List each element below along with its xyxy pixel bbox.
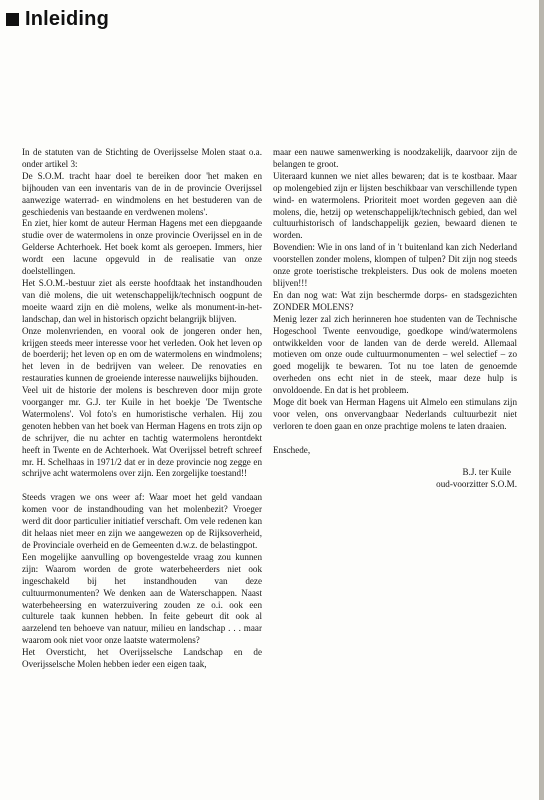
signature-role: oud-voorzitter S.O.M. bbox=[436, 478, 517, 489]
signature-name: B.J. ter Kuile bbox=[462, 466, 511, 477]
heading bbox=[6, 8, 109, 31]
paragraph: Onze molenvrienden, en vooral ook de jongeren onder hen, krijgen steeds meer interesse voor het verleden. Ook het leven op de boerderij; het leven op en om de watermolens en windmolens; het leven in de bedrijven van weleer. De renovaties en restauraties kunnen de groeiende interesse nauwelijks bijhouden. bbox=[22, 325, 262, 384]
paragraph: Het S.O.M.-bestuur ziet als eerste hoofdtaak het instandhouden van diè molens, die uit wetenschappelijk/technisch oogpunt de moeite waard zijn en diè molens, welke als monument-in-het-landschap, dan wel in historisch opzicht belangrijk blijven. bbox=[22, 277, 262, 324]
paragraph: En dan nog wat: Wat zijn beschermde dorps- en stadsgezichten ZONDER MOLENS? bbox=[273, 289, 517, 312]
paragraph: Moge dit boek van Herman Hagens uit Almelo een stimulans zijn voor velen, ons onvervangbaar Nederlands cultuurbezit niet verloren te doen gaan en onze prachtige molens te laten draaien. bbox=[273, 397, 517, 431]
paragraph: De S.O.M. tracht haar doel te bereiken door 'het maken en bijhouden van een inventaris van de in de provincie Overijssel aanwezige waterrad- en windmolens en het bestuderen van de geschiedenis van bestaande en verdwenen molens'. bbox=[22, 170, 262, 217]
paragraph-gap bbox=[273, 457, 517, 467]
paragraph: Menig lezer zal zich herinneren hoe studenten van de Technische Hogeschool Twente eenvoudige, goedkope wind/watermolens ontwikkelden voor de landen van de derde wereld. Allemaal motieven om onze oude cultuurmonumenten – wel selectief – zo goed mogelijk te bewaren. Tot nu toe laten de genoemde overheden ons echt niet in de steek, maar deze hulp is onvoldoende. En dat is het probleem. bbox=[273, 313, 517, 396]
paragraph: En ziet, hier komt de auteur Herman Hagens met een diepgaande studie over de watermolens in onze provincie Overijssel en in de Gelderse Achterhoek. Het boek komt als geroepen. Immers, hier wordt een lacune opgevuld in de realisatie van onze doelstellingen. bbox=[22, 218, 262, 277]
paragraph: Veel uit de historie der molens is beschreven door mijn grote voorganger mr. G.J. ter Kuile in het boekje 'De Twentsche Watermolens'. Vol foto's en humoristische verhalen. Hij zou genoten hebben van het boek van Herman Hagens en trots zijn op de schrijver, die nu achter en tachtig watermolens herontdekt heeft in Twente en de Achterhoek. Wat Overijssel betreft schreef mr. H. Schelhaas in 1971/2 dat er in deze provincie nog zegge en schrijve acht watermolens over zijn. Een zorgelijke toestand!! bbox=[22, 385, 262, 479]
paragraph: maar een nauwe samenwerking is noodzakelijk, daarvoor zijn de belangen te groot. bbox=[273, 147, 517, 169]
paragraph-gap bbox=[273, 433, 517, 445]
paragraph: Steeds vragen we ons weer af: Waar moet het geld vandaan komen voor de instandhouding van het molenbezit? Vroeger werd dit door particulier initiatief verschaft. Om vele redenen kan dit helaas niet meer en zijn we aangewezen op de Rijksoverheid, de Provinciale overheid en de Gemeenten d.w.z. de belastingpot. bbox=[22, 492, 262, 550]
signature-place: Enschede, bbox=[273, 444, 311, 455]
paragraph: Uiteraard kunnen we niet alles bewaren; dat is te kostbaar. Maar op molengebied zijn er lijsten beschikbaar van verschillende typen wind- en watermolens. Prioriteit moet worden gegeven aan diè molens, die, hetzij op wetenschappelijk/technisch gebied, dan wel cultuurhistorisch of landschappelijk gezien, bewaard dienen te worden. bbox=[273, 170, 517, 241]
paragraph: Het Oversticht, het Overijsselsche Landschap en de Overijsselsche Molen hebben ieder een eigen taak, bbox=[22, 647, 262, 670]
right-column bbox=[273, 147, 517, 490]
paragraph: Bovendien: Wie in ons land of in 't buitenland kan zich Nederland voorstellen zonder molens, klompen of tulpen? Dit zijn nog steeds onze grote toeristische trekpleisters. Dus ook de molens moeten blijven!!! bbox=[273, 242, 517, 288]
left-column bbox=[22, 147, 262, 671]
paragraph: In de statuten van de Stichting de Overijsselse Molen staat o.a. onder artikel 3: bbox=[22, 147, 262, 169]
page-spine-shadow bbox=[539, 0, 544, 800]
paragraph-gap bbox=[22, 480, 262, 492]
square-bullet-icon bbox=[6, 13, 19, 26]
paragraph: Een mogelijke aanvulling op bovengestelde vraag zou kunnen zijn: Waarom worden de grote waterbeheerders niet ook ingeschakeld bij het instandhouden van deze cultuurmonumenten? We denken aan de Waterschappen. Naast waterbeheersing en waterzuivering zouden ze o.i. ook een culturele taak kunnen hebben. In feite gebeurt dit ook al aarzelend ten behoeve van natuur, milieu en landschap . . . maar waarom ook niet voor onze laatste watermolens? bbox=[22, 551, 262, 646]
page-title: Inleiding bbox=[25, 8, 110, 30]
